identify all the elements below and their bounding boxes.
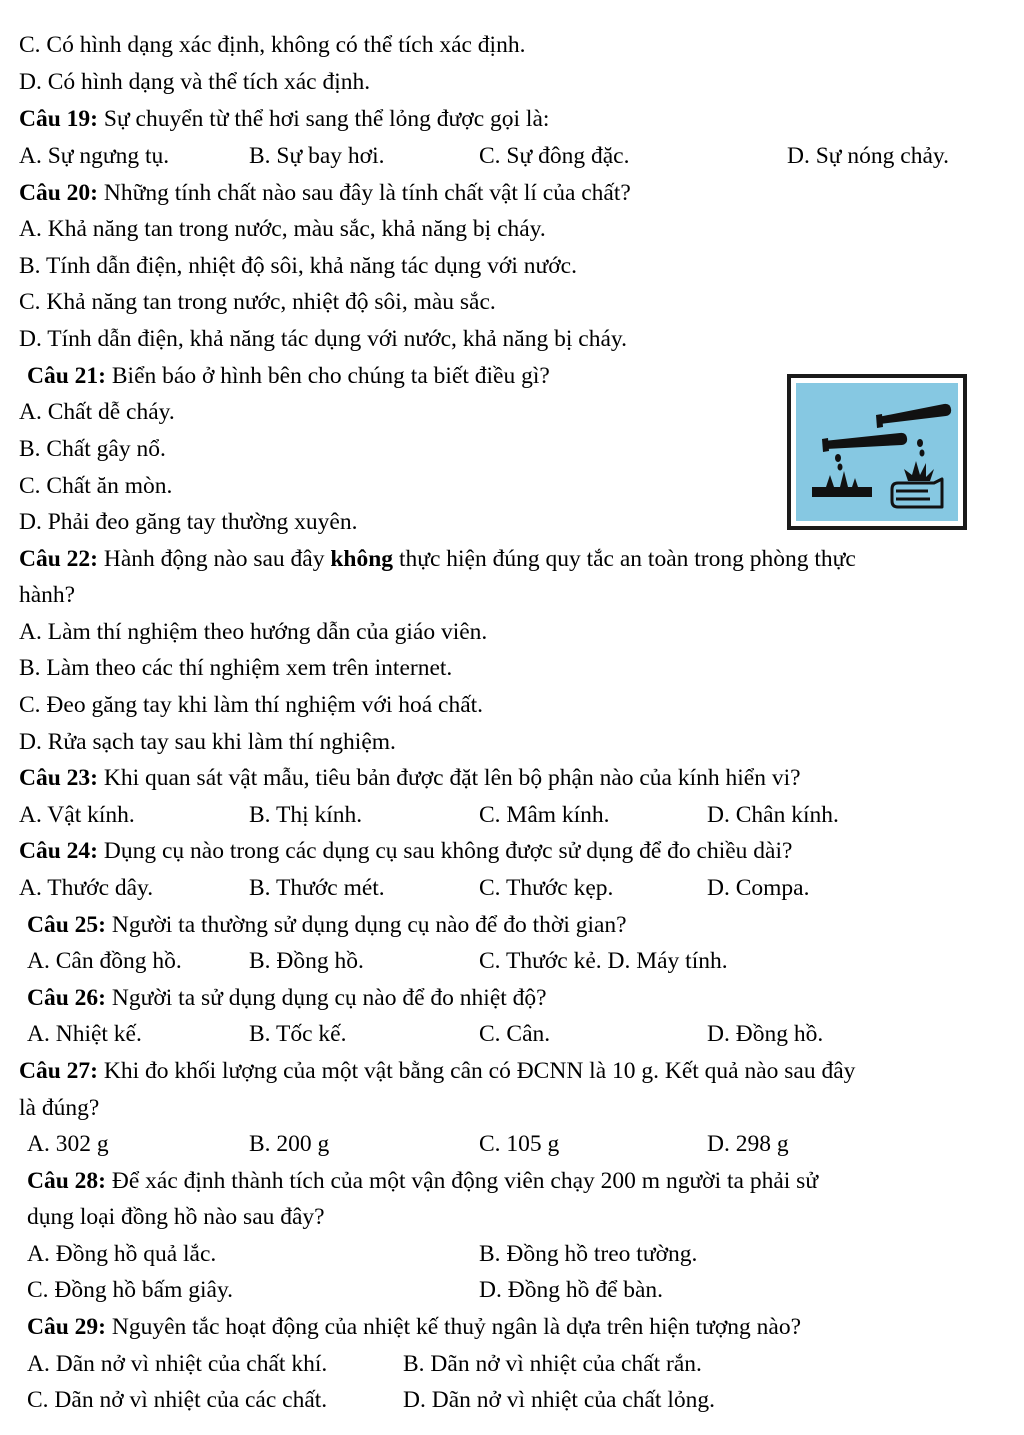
q23-option-d: D. Chân kính. xyxy=(707,802,839,828)
question-text: Hành động nào sau đây xyxy=(98,546,331,572)
q23-option-c: C. Mâm kính. xyxy=(479,802,610,828)
q23-option-a: A. Vật kính. xyxy=(19,802,135,828)
q29-option-a: A. Dãn nở vì nhiệt của chất khí. xyxy=(27,1351,328,1377)
q21-option-a: A. Chất dễ cháy. xyxy=(19,399,175,425)
q21-option-c: C. Chất ăn mòn. xyxy=(19,473,173,499)
q20-option-d: D. Tính dẫn điện, khả năng tác dụng với nước, khả năng bị cháy. xyxy=(19,326,627,352)
question-label: Câu 22: xyxy=(19,546,98,572)
question-text: Để xác định thành tích của một vận động viên chạy 200 m người ta phải sử xyxy=(106,1168,819,1194)
question-label: Câu 29: xyxy=(27,1314,106,1340)
question-label: Câu 25: xyxy=(27,912,106,938)
q22-option-a: A. Làm thí nghiệm theo hướng dẫn của giáo viên. xyxy=(19,619,488,645)
question-27-continued: là đúng? xyxy=(19,1095,100,1121)
question-20 xyxy=(19,179,631,207)
q26-option-d: D. Đồng hồ. xyxy=(707,1021,824,1047)
corrosive-hazard-icon xyxy=(796,383,958,521)
q27-option-c: C. 105 g xyxy=(479,1131,560,1157)
q24-option-c: C. Thước kẹp. xyxy=(479,875,614,901)
question-28 xyxy=(27,1167,818,1195)
question-label: Câu 26: xyxy=(27,985,106,1011)
question-28-continued: dụng loại đồng hồ nào sau đây? xyxy=(27,1204,325,1230)
q25-option-a: A. Cân đồng hồ. xyxy=(27,948,182,974)
question-25 xyxy=(27,911,627,939)
corrosive-sign xyxy=(787,374,967,530)
prev-option-d: D. Có hình dạng và thể tích xác định. xyxy=(19,69,371,95)
q28-option-b: B. Đồng hồ treo tường. xyxy=(479,1241,698,1267)
q22-option-d: D. Rửa sạch tay sau khi làm thí nghiệm. xyxy=(19,729,396,755)
question-label: Câu 28: xyxy=(27,1168,106,1194)
question-21 xyxy=(27,362,550,390)
question-label: Câu 23: xyxy=(19,765,98,791)
q28-option-a: A. Đồng hồ quả lắc. xyxy=(27,1241,217,1267)
question-22 xyxy=(19,545,856,573)
q21-option-b: B. Chất gây nổ. xyxy=(19,436,166,462)
q26-option-b: B. Tốc kế. xyxy=(249,1021,347,1047)
q22-option-c: C. Đeo găng tay khi làm thí nghiệm với hoá chất. xyxy=(19,692,484,718)
q26-option-c: C. Cân. xyxy=(479,1021,551,1047)
question-24 xyxy=(19,837,792,865)
q27-option-a: A. 302 g xyxy=(27,1131,109,1157)
q20-option-a: A. Khả năng tan trong nước, màu sắc, khả năng bị cháy. xyxy=(19,216,546,242)
q27-option-b: B. 200 g xyxy=(249,1131,330,1157)
q25-option-b: B. Đồng hồ. xyxy=(249,948,364,974)
question-text: Dụng cụ nào trong các dụng cụ sau không được sử dụng để đo chiều dài? xyxy=(98,838,793,864)
q19-option-c: C. Sự đông đặc. xyxy=(479,143,630,169)
question-text: Nguyên tắc hoạt động của nhiệt kế thuỷ ngân là dựa trên hiện tượng nào? xyxy=(106,1314,802,1340)
question-19 xyxy=(19,105,549,133)
q29-option-b: B. Dãn nở vì nhiệt của chất rắn. xyxy=(403,1351,702,1377)
q23-option-b: B. Thị kính. xyxy=(249,802,363,828)
q20-option-c: C. Khả năng tan trong nước, nhiệt độ sôi, màu sắc. xyxy=(19,289,496,315)
question-label: Câu 24: xyxy=(19,838,98,864)
q26-option-a: A. Nhiệt kế. xyxy=(27,1021,142,1047)
q22-option-b: B. Làm theo các thí nghiệm xem trên internet. xyxy=(19,655,453,681)
q24-option-a: A. Thước dây. xyxy=(19,875,154,901)
question-text: Người ta sử dụng dụng cụ nào để đo nhiệt độ? xyxy=(106,985,547,1011)
q29-option-c: C. Dãn nở vì nhiệt của các chất. xyxy=(27,1387,328,1413)
q25-option-cd: C. Thước kẻ. D. Máy tính. xyxy=(479,948,728,974)
question-27 xyxy=(19,1057,855,1085)
question-label: Câu 20: xyxy=(19,180,98,206)
prev-option-c: C. Có hình dạng xác định, không có thể tích xác định. xyxy=(19,32,526,58)
question-23 xyxy=(19,764,801,792)
q19-option-d: D. Sự nóng chảy. xyxy=(787,143,949,169)
question-label: Câu 19: xyxy=(19,106,98,132)
q24-option-d: D. Compa. xyxy=(707,875,810,901)
q29-option-d: D. Dãn nở vì nhiệt của chất lỏng. xyxy=(403,1387,715,1413)
q28-option-c: C. Đồng hồ bấm giây. xyxy=(27,1277,234,1303)
q28-option-d: D. Đồng hồ để bàn. xyxy=(479,1277,664,1303)
q19-option-b: B. Sự bay hơi. xyxy=(249,143,385,169)
q20-option-b: B. Tính dẫn điện, nhiệt độ sôi, khả năng tác dụng với nước. xyxy=(19,253,577,279)
question-label: Câu 21: xyxy=(27,363,106,389)
question-text: Những tính chất nào sau đây là tính chất vật lí của chất? xyxy=(98,180,631,206)
question-text: Biển báo ở hình bên cho chúng ta biết điều gì? xyxy=(106,363,550,389)
question-text: Sự chuyển từ thể hơi sang thể lỏng được gọi là: xyxy=(98,106,550,132)
question-29 xyxy=(27,1313,801,1341)
question-emphasis: không xyxy=(330,546,394,572)
q24-option-b: B. Thước mét. xyxy=(249,875,385,901)
question-26 xyxy=(27,984,547,1012)
q27-option-d: D. 298 g xyxy=(707,1131,789,1157)
question-22-continued: hành? xyxy=(19,582,76,608)
question-text: Khi quan sát vật mẫu, tiêu bản được đặt lên bộ phận nào của kính hiển vi? xyxy=(98,765,801,791)
q19-option-a: A. Sự ngưng tụ. xyxy=(19,143,170,169)
question-text-rest: thực hiện đúng quy tắc an toàn trong phòng thực xyxy=(393,546,856,572)
q21-option-d: D. Phải đeo găng tay thường xuyên. xyxy=(19,509,358,535)
question-text: Khi đo khối lượng của một vật bằng cân có ĐCNN là 10 g. Kết quả nào sau đây xyxy=(98,1058,856,1084)
question-text: Người ta thường sử dụng dụng cụ nào để đo thời gian? xyxy=(106,912,627,938)
question-label: Câu 27: xyxy=(19,1058,98,1084)
